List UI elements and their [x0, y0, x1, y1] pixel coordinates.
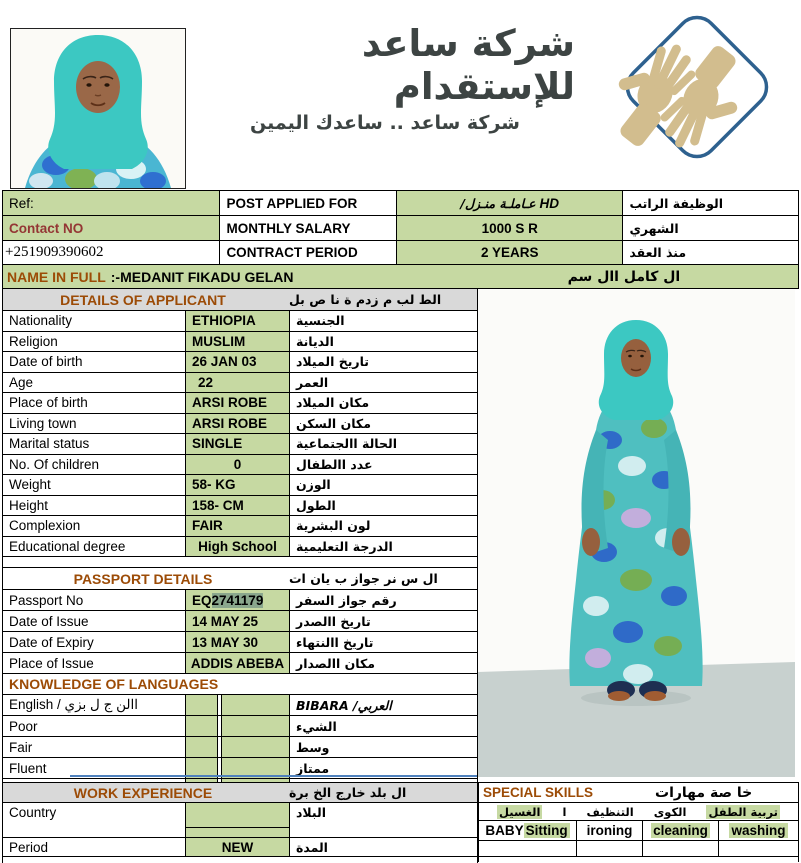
work-experience-table	[2, 782, 478, 863]
post-applied-arabic: الوظيفة الراتب	[629, 195, 724, 211]
work-bottom-strip	[3, 857, 477, 863]
name-in-full-arabic: ال كامل اال سم	[567, 268, 681, 285]
passport-header	[3, 568, 477, 590]
details-header	[3, 289, 477, 311]
portrait-photo	[10, 28, 186, 189]
details-title-arabic: الط لب م زدم ة نا ص بل	[289, 292, 442, 307]
company-name: شركة ساعد للإستقدام	[361, 22, 575, 108]
skills-header	[479, 783, 798, 803]
name-in-full-value: :-MEDANIT FIKADU GELAN	[110, 268, 294, 285]
language-row-poor: Poor الشيء	[3, 716, 477, 737]
detail-row-nationality: Nationality ETHIOPIA الجنسية	[3, 311, 477, 332]
detail-row-date-of-birth: Date of birth 26 JAN 03 تاريخ الميلاد	[3, 352, 477, 373]
monthly-salary-value: 1000 S R	[397, 216, 623, 240]
skills-bottom-strip	[479, 857, 798, 862]
portrait-photo-image	[11, 29, 185, 188]
contract-period-arabic: منذ العقد	[629, 245, 687, 260]
skill-cleaning: cleaning	[643, 821, 719, 840]
passport-number-highlighted: 2741179	[211, 592, 264, 608]
detail-row-religion: Religion MUSLIM الديانة	[3, 332, 477, 353]
detail-row-weight: Weight 58- KG الوزن	[3, 475, 477, 496]
languages-header	[3, 674, 477, 695]
work-title: WORK EXPERIENCE	[73, 784, 213, 801]
passport-row-place: Place of Issue ADDIS ABEBA مكان االصدار	[3, 653, 477, 674]
skill-ironing: ironing	[577, 821, 643, 840]
skills-english-row	[479, 821, 798, 841]
spacer-row	[3, 557, 477, 568]
passport-row-issue: Date of Issue 14 MAY 25 تاريخ االصدر	[3, 611, 477, 632]
skill-baby-sitting: BABY Sitting	[479, 821, 577, 840]
skills-arabic-row	[479, 803, 798, 821]
skill-ar-ironing: الكوى	[653, 804, 687, 819]
passport-title: PASSPORT DETAILS	[73, 570, 213, 587]
detail-row-education: Educational degree High School الدرجة التعليمية	[3, 537, 477, 558]
hands-logo-icon	[580, 0, 780, 172]
language-row-english: English / االن ج ل بزي العربي/ BIBARA	[3, 695, 477, 716]
name-row	[3, 265, 798, 289]
skills-title: SPECIAL SKILLS	[483, 785, 594, 800]
skill-ar-babysitting: تربية الطفل	[708, 804, 778, 819]
phone-number: +251909390602	[3, 241, 220, 264]
ref-label: Ref:	[3, 191, 220, 215]
skill-ar-washing: الغسيل	[499, 804, 541, 819]
hands-logo	[580, 0, 780, 172]
monthly-salary-arabic: الشهري	[629, 220, 679, 236]
country-value-cell	[186, 803, 289, 828]
details-title: DETAILS OF APPLICANT	[60, 291, 226, 308]
passport-row-expiry: Date of Expiry 13 MAY 30 تاريخ االنتهاء	[3, 632, 477, 653]
contract-period-value: 2 YEARS	[397, 241, 623, 264]
name-in-full-label: NAME IN FULL	[7, 268, 106, 285]
full-body-photo-image	[478, 290, 795, 777]
work-header	[3, 783, 477, 803]
contract-period-label: CONTRACT PERIOD	[220, 241, 397, 264]
detail-row-children: No. Of children 0 عدد االطفال	[3, 455, 477, 476]
detail-row-complexion: Complexion FAIR لون البشرية	[3, 516, 477, 537]
detail-row-height: Height 158- CM الطول	[3, 496, 477, 517]
header-info-table	[2, 190, 799, 289]
detail-row-living-town: Living town ARSI ROBE مكان السكن	[3, 414, 477, 435]
details-of-applicant-table	[2, 288, 478, 783]
skills-title-arabic: خا صة مهارات	[655, 784, 753, 801]
skills-empty-row	[479, 841, 798, 857]
detail-row-place-of-birth: Place of birth ARSI ROBE مكان الميلاد	[3, 393, 477, 414]
passport-number-value: EQ 2741179	[186, 590, 290, 610]
work-row-period: Period NEW المدة	[3, 838, 477, 857]
passport-row-number: Passport No EQ 2741179 رقم جواز السفر	[3, 590, 477, 611]
language-row-fluent: Fluent ممتاز	[3, 758, 477, 779]
passport-title-arabic: ال س نر جواز ب يان ات	[289, 571, 438, 586]
country-value-cell-2	[186, 828, 289, 837]
skill-ar-cleaning: التنظيف	[586, 804, 634, 819]
work-row-country: Country البلاد	[3, 803, 477, 838]
special-skills-table	[478, 782, 799, 862]
contact-label: Contact NO	[3, 216, 220, 240]
detail-row-age: Age 22 العمر	[3, 373, 477, 394]
languages-title: KNOWLEDGE OF LANGUAGES	[9, 676, 219, 692]
period-value: NEW	[186, 838, 290, 856]
skill-washing: washing	[731, 823, 786, 838]
detail-row-marital-status: Marital status SINGLE الحالة االجتماعية	[3, 434, 477, 455]
company-tagline: شركة ساعد .. ساعدك اليمين	[250, 112, 520, 134]
monthly-salary-label: MONTHLY SALARY	[220, 216, 397, 240]
post-applied-label: POST APPLIED FOR	[220, 191, 397, 215]
fluent-underline	[70, 775, 477, 777]
full-body-photo	[478, 290, 795, 777]
post-applied-value: عـاملـة منـزل/ HD	[397, 191, 623, 215]
company-logo-text	[195, 22, 575, 152]
language-row-fair: Fair وسط	[3, 737, 477, 758]
work-title-arabic: ال بلد خارج الخ برة	[289, 785, 407, 800]
skill-ar-sep: ا	[562, 804, 567, 819]
